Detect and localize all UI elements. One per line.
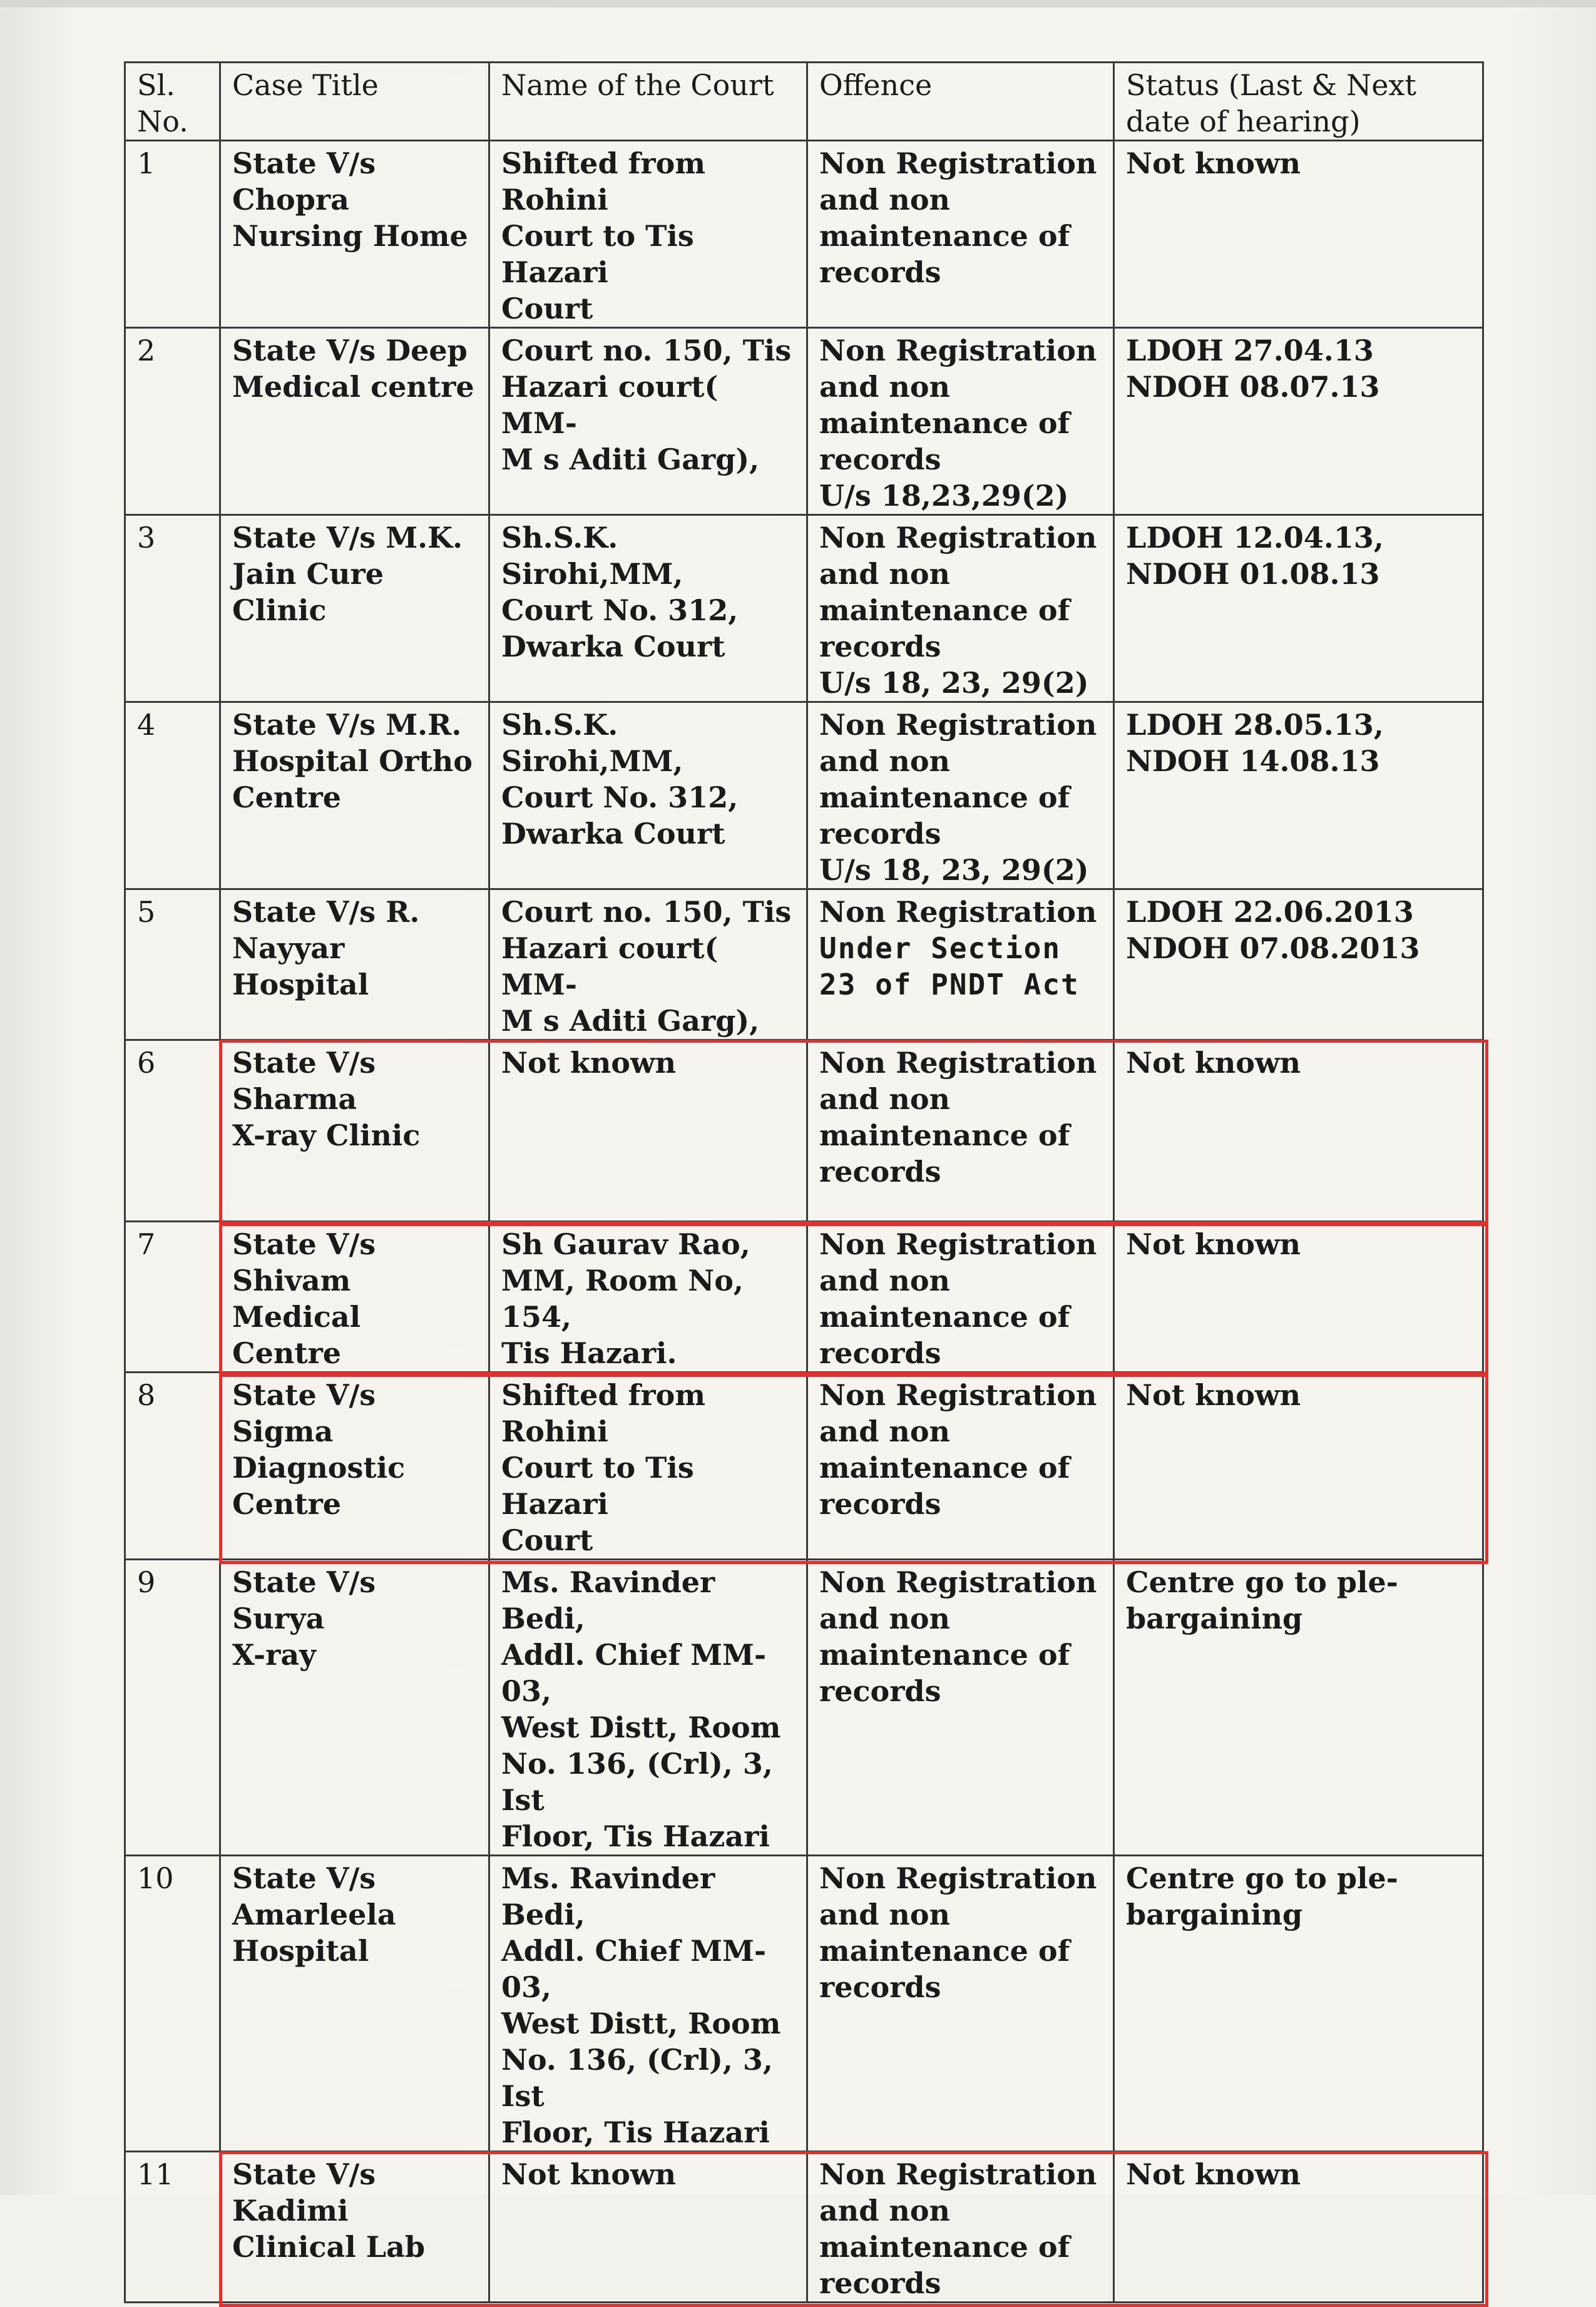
cell-offence [807,1373,1114,1560]
cell-case-title [220,1222,489,1373]
court-line: Sh.S.K. Sirohi,MM, [501,521,683,591]
case-title-line: Hospital [232,1934,369,1968]
offence-line: and non [819,744,950,778]
cell-offence [807,515,1114,702]
offence-line: Non Registration [819,1565,1097,1599]
cell-court [489,1222,807,1373]
offence-line: and non [819,1898,950,1931]
case-title-line: State V/s Shivam [232,1227,376,1297]
court-line: M s Aditi Garg), [501,442,760,476]
offence-line: Non Registration [819,1378,1097,1412]
court-line: Ms. Ravinder Bedi, [501,1565,715,1635]
cell-sl-no: 2 [125,328,220,515]
offence-line: Non Registration [819,1046,1097,1080]
case-title-line: Centre [232,780,342,814]
court-line: Hazari court( MM- [501,370,719,440]
cell-court [489,328,807,515]
cell-court [489,889,807,1040]
court-line: Dwarka Court [501,630,725,663]
cell-offence [807,141,1114,328]
cell-sl-no: 5 [125,889,220,1040]
status-line: LDOH 28.05.13, [1126,708,1384,742]
offence-line: records [819,817,941,851]
cell-sl-no: 3 [125,515,220,702]
header-sl-no: Sl. No. [125,63,220,141]
court-line: Dwarka Court [501,817,725,851]
cell-status [1114,702,1483,889]
cell-court [489,1040,807,1222]
cell-case-title [220,141,489,328]
case-title-line: X-ray [232,1638,316,1672]
status-line: Not known [1126,1046,1301,1080]
status-line: bargaining [1126,1602,1303,1635]
court-line: Addl. Chief MM-03, [501,1638,767,1708]
table-row [125,328,1483,515]
cell-court [489,702,807,889]
cell-sl-no: 9 [125,1560,220,1856]
court-line: Not known [501,2157,677,2191]
court-line: Sh Gaurav Rao, [501,1227,750,1261]
cell-court [489,141,807,328]
case-title-line: Medical Centre [232,1300,361,1370]
offence-line: maintenance of [819,406,1070,440]
cell-sl-no: 8 [125,1373,220,1560]
court-line: No. 136, (Crl), 3, Ist [501,1747,773,1817]
table-row [125,1856,1483,2152]
cell-offence [807,1560,1114,1856]
cell-offence [807,1040,1114,1222]
offence-section-ref: U/s 18, 23, 29(2) [819,666,1089,700]
offence-line: Non Registration [819,1861,1097,1895]
offence-line: and non [819,1414,950,1448]
cell-sl-no: 11 [125,2152,220,2303]
offence-section-ref: U/s 18,23,29(2) [819,479,1069,513]
status-line: Not known [1126,2157,1301,2191]
case-title-line: State V/s [232,1861,376,1895]
cell-case-title [220,1856,489,2152]
cell-case-title [220,1040,489,1222]
offence-line: and non [819,183,950,217]
cell-status [1114,889,1483,1040]
header-case-title: Case Title [220,63,489,141]
header-status: Status (Last & Next date of hearing) [1114,63,1483,141]
court-line: MM, Room No, 154, [501,1264,744,1334]
offence-line: records [819,1336,941,1370]
cell-status [1114,1560,1483,1856]
court-line: West Distt, Room [501,1711,781,1744]
case-title-line: Medical centre [232,370,474,404]
table-row [125,702,1483,889]
court-line: Court [501,292,593,325]
case-title-line: Diagnostic Centre [232,1451,406,1521]
cell-status [1114,141,1483,328]
case-title-line: State V/s Deep [232,334,468,367]
cell-case-title [220,1373,489,1560]
cell-court [489,1856,807,2152]
offence-line: Non Registration [819,1227,1097,1261]
offence-line: records [819,442,941,476]
court-line: Floor, Tis Hazari [501,2115,770,2149]
status-line: LDOH 22.06.2013 [1126,895,1414,929]
cell-case-title [220,328,489,515]
status-line: Centre go to ple- [1126,1861,1398,1895]
cell-sl-no: 7 [125,1222,220,1373]
case-title-line: State V/s Kadimi [232,2157,376,2228]
cell-court [489,2152,807,2303]
paper-top-edge [0,0,1596,8]
cell-sl-no: 4 [125,702,220,889]
status-line: NDOH 01.08.13 [1126,557,1380,591]
offence-line: and non [819,557,950,591]
status-line: Not known [1126,146,1301,180]
cell-case-title [220,889,489,1040]
case-title-line: State V/s Sharma [232,1046,376,1116]
court-line: Court to Tis Hazari [501,1451,694,1521]
case-title-line: X-ray Clinic [232,1118,421,1152]
cell-court [489,515,807,702]
cell-sl-no: 1 [125,141,220,328]
cell-court [489,1560,807,1856]
court-line: Ms. Ravinder Bedi, [501,1861,715,1931]
table-row [125,515,1483,702]
table-row [125,2152,1483,2303]
offence-line: maintenance of [819,1934,1070,1968]
case-title-line: Hospital Ortho [232,744,473,778]
offence-line: Non Registration [819,146,1097,180]
court-line: Court No. 312, [501,593,739,627]
case-title-line: Amarleela [232,1898,396,1931]
case-title-line: State V/s Surya [232,1565,376,1635]
offence-line: and non [819,1082,950,1116]
offence-line: Non Registration [819,521,1097,555]
status-line: NDOH 08.07.13 [1126,370,1380,404]
court-cases-table [124,61,1484,2303]
court-line: Hazari court( MM- [501,931,719,1001]
offence-line: maintenance of [819,219,1070,253]
cell-offence [807,2152,1114,2303]
cell-offence [807,1856,1114,2152]
offence-line: maintenance of [819,780,1070,814]
status-line: Not known [1126,1378,1301,1412]
case-title-line: Clinical Lab [232,2230,426,2264]
offence-line: and non [819,2194,950,2228]
cell-court [489,1373,807,1560]
offence-line: and non [819,1264,950,1297]
table-body [125,141,1483,2303]
cell-status [1114,328,1483,515]
offence-line: records [819,630,941,663]
cell-offence [807,328,1114,515]
court-line: Sh.S.K. Sirohi,MM, [501,708,683,778]
offence-line: Non Registration [819,334,1097,367]
court-line: Tis Hazari. [501,1336,677,1370]
offence-section-line: 23 of PNDT Act [819,968,1080,1001]
case-title-line: Nayyar Hospital [232,931,369,1001]
case-title-line: Nursing Home [232,219,468,253]
status-line: NDOH 07.08.2013 [1126,931,1420,965]
cell-case-title [220,1560,489,1856]
offence-line: records [819,1970,941,2004]
cell-case-title [220,2152,489,2303]
cell-status [1114,1222,1483,1373]
court-line: Floor, Tis Hazari [501,1819,770,1853]
status-line: LDOH 12.04.13, [1126,521,1384,555]
offence-line: maintenance of [819,593,1070,627]
court-line: Court [501,1523,593,1557]
offence-line: Non Registration [819,708,1097,742]
court-line: M s Aditi Garg), [501,1004,760,1038]
court-line: Addl. Chief MM-03, [501,1934,767,2004]
offence-line: and non [819,1602,950,1635]
status-line: bargaining [1126,1898,1303,1931]
cell-status [1114,2152,1483,2303]
cell-offence [807,702,1114,889]
court-line: Court No. 312, [501,780,739,814]
status-line: NDOH 14.08.13 [1126,744,1380,778]
offence-line: records [819,255,941,289]
court-line: Not known [501,1046,677,1080]
offence-line: and non [819,370,950,404]
court-line: Shifted from Rohini [501,146,705,217]
table-row [125,1373,1483,1560]
court-line: Court no. 150, Tis [501,334,792,367]
court-line: West Distt, Room [501,2007,781,2040]
case-title-line: State V/s Chopra [232,146,376,217]
offence-line: records [819,1487,941,1521]
case-title-line: State V/s M.K. [232,521,463,555]
cell-status [1114,1856,1483,2152]
court-line: Shifted from Rohini [501,1378,705,1448]
cell-offence [807,1222,1114,1373]
cell-offence [807,889,1114,1040]
table-header-row [125,63,1483,141]
table-row [125,1560,1483,1856]
offence-line: maintenance of [819,1300,1070,1334]
offence-line: maintenance of [819,1451,1070,1485]
table-row [125,141,1483,328]
table-row [125,1222,1483,1373]
offence-line: maintenance of [819,2230,1070,2264]
table-row [125,889,1483,1040]
cell-status [1114,1040,1483,1222]
offence-line: maintenance of [819,1638,1070,1672]
header-court: Name of the Court [489,63,807,141]
court-line: Court no. 150, Tis [501,895,792,929]
offence-line: records [819,2266,941,2300]
court-line: No. 136, (Crl), 3, Ist [501,2043,773,2113]
offence-line: records [819,1155,941,1189]
status-line: Centre go to ple- [1126,1565,1398,1599]
case-title-line: State V/s Sigma [232,1378,376,1448]
offence-section-line: Under Section [819,931,1061,965]
cell-case-title [220,515,489,702]
court-line: Court to Tis Hazari [501,219,694,289]
case-title-line: State V/s R. [232,895,420,929]
cell-status [1114,515,1483,702]
offence-line: maintenance of [819,1118,1070,1152]
status-line: LDOH 27.04.13 [1126,334,1374,367]
case-title-line: State V/s M.R. [232,708,462,742]
header-offence: Offence [807,63,1114,141]
offence-line: records [819,1674,941,1708]
cell-status [1114,1373,1483,1560]
status-line: Not known [1126,1227,1301,1261]
offence-section-ref: U/s 18, 23, 29(2) [819,853,1089,887]
offence-line: Non Registration [819,2157,1097,2191]
cell-sl-no: 10 [125,1856,220,2152]
offence-line: Non Registration [819,895,1097,929]
case-title-line: Jain Cure Clinic [232,557,384,627]
cell-sl-no: 6 [125,1040,220,1222]
table-row [125,1040,1483,1222]
cell-case-title [220,702,489,889]
